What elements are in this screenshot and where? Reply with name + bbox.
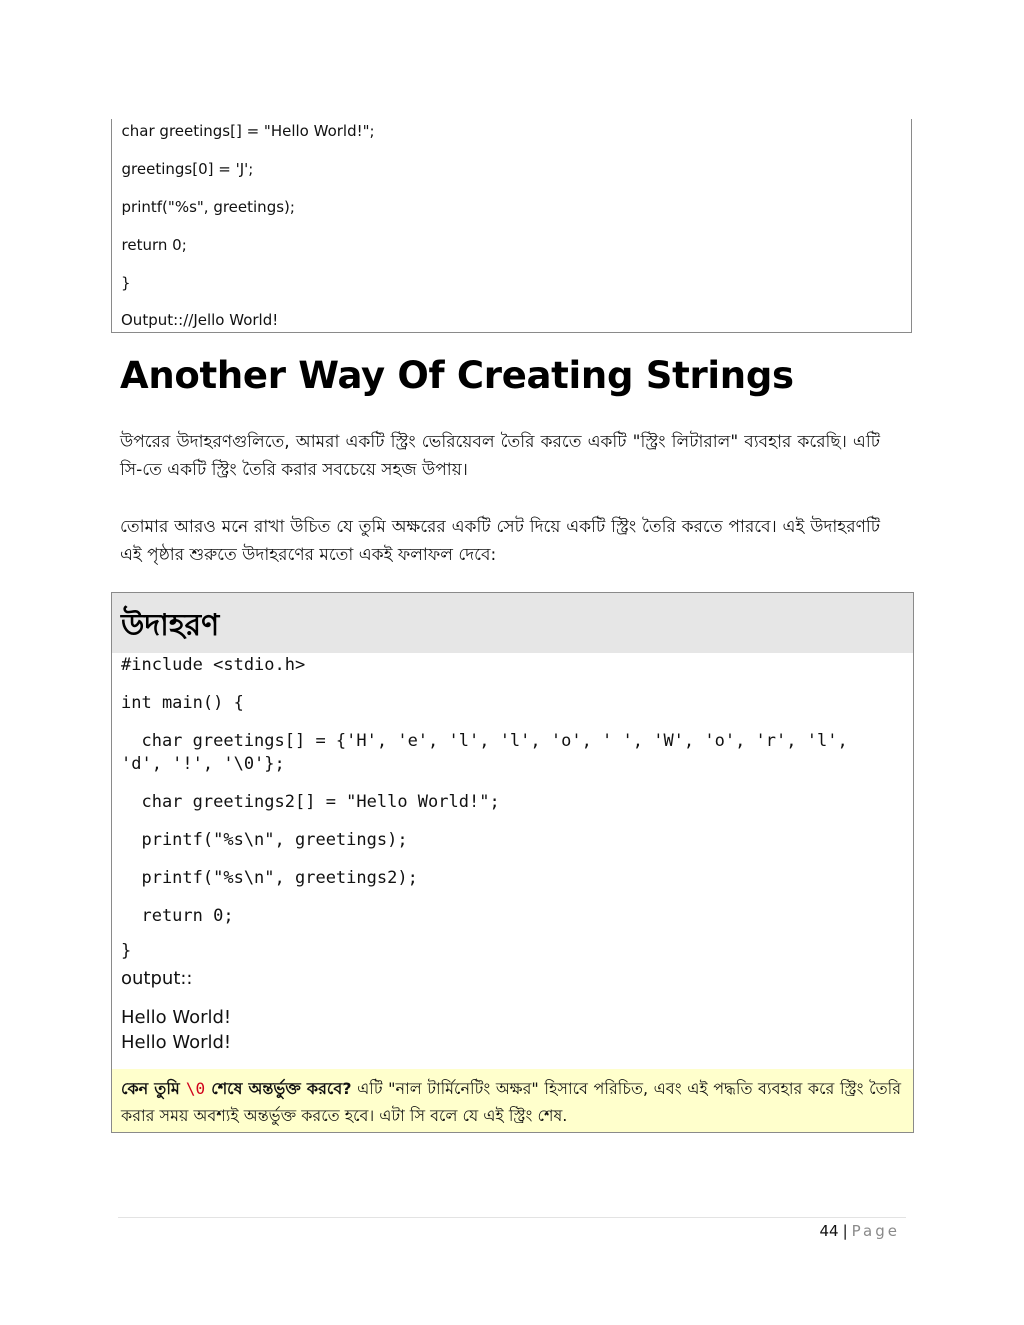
code-line: printf("%s\n", greetings2); [121, 868, 418, 888]
note-box [112, 1069, 913, 1132]
example-header [112, 593, 913, 653]
page-number: 44 [819, 1222, 839, 1240]
code-line: char greetings[] = "Hello World!"; [112, 122, 375, 140]
code-line: return 0; [112, 236, 187, 254]
page-footer [820, 1222, 900, 1240]
code-line: printf("%s", greetings); [112, 198, 295, 216]
paragraph-intro: উপরের উদাহরণগুলিতে, আমরা একটি স্ট্রিং ভেরিয়েবল তৈরি করতে একটি "স্ট্রিং লিটারাল" ব্যবহার করেছি। এটি সি-তে একটি স্ট্রিং তৈরি করার সবচেয়ে সহজ উপায়। [120, 432, 880, 480]
code-line: printf("%s\n", greetings); [121, 830, 408, 850]
output-line: Output:://Jello World! [121, 311, 279, 329]
null-char-code: \0 [185, 1079, 206, 1098]
page-separator: | [842, 1222, 848, 1240]
code-line: int main() { [121, 693, 244, 713]
example-title: উদাহরণ [121, 608, 220, 643]
note-question-end: শেষে অন্তর্ভুক্ত করবে? [205, 1079, 352, 1098]
output-text: Hello World! Hello World! [121, 1007, 232, 1053]
paragraph-char-array: তোমার আরও মনে রাখা উচিত যে তুমি অক্ষরের একটি সেট দিয়ে একটি স্ট্রিং তৈরি করতে পারবে। এই উদাহরণটি এই পৃষ্ঠার শুরুতে উদাহরণের মতো একই ফলাফল দেবে: [120, 517, 880, 565]
note-text [121, 1075, 901, 1129]
code-line: greetings[0] = 'J'; [112, 160, 254, 178]
output-label: output:: [121, 968, 193, 989]
footer-divider [118, 1217, 906, 1218]
section-heading: Another Way Of Creating Strings [120, 354, 794, 397]
page-label: Page [851, 1222, 900, 1240]
code-line: } [121, 274, 131, 292]
example-box [111, 592, 914, 1133]
code-example-box [111, 119, 912, 333]
code-line: return 0; [121, 906, 234, 926]
note-explanation: এটি "নাল টার্মিনেটিং অক্ষর" হিসাবে পরিচিত, এবং এই পদ্ধতি ব্যবহার করে স্ট্রিং তৈরি করার সময় অবশ্যই অন্তর্ভুক্ত করতে হবে। এটা সি বলে যে এই স্ট্রিং শেষ. [121, 1079, 901, 1125]
note-question: কেন তুমি [121, 1079, 186, 1098]
code-line: char greetings[] = {'H', 'e', 'l', 'l', 'o', ' ', 'W', 'o', 'r', 'l', 'd', '!', '\0'}; [121, 731, 848, 774]
code-line: } [121, 941, 132, 961]
code-line: char greetings2[] = "Hello World!"; [121, 792, 500, 812]
code-line: #include <stdio.h> [121, 655, 306, 675]
